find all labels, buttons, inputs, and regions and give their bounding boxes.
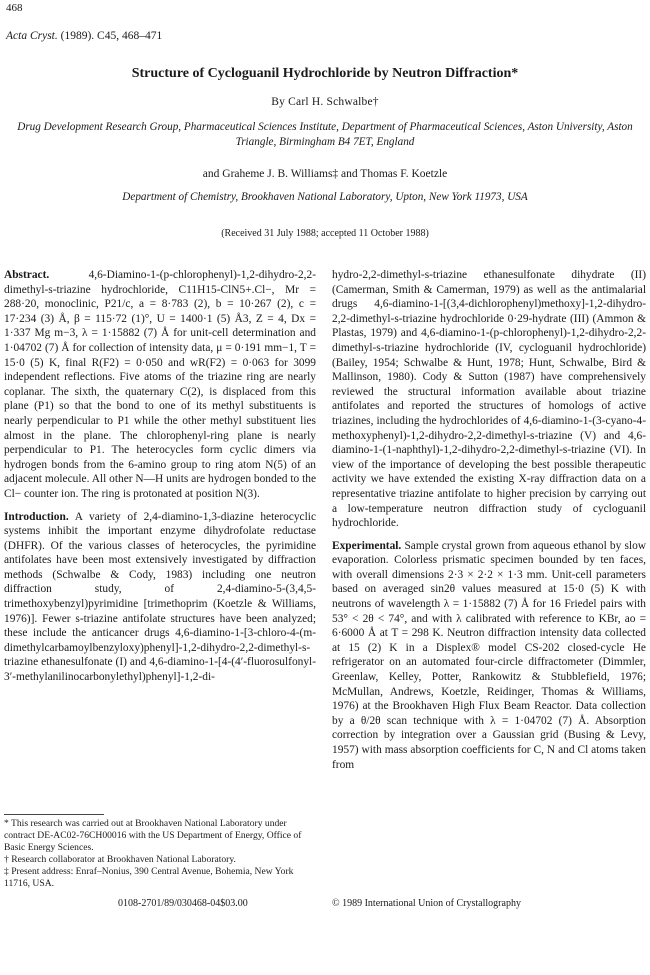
experimental-text: Sample crystal grown from aqueous ethanol by slow evaporation. Colorless prismatic specimen bounded by ten faces, with overall dimensions 2·3 × 2·2 × 1·3 mm. Unit-cell parameters based on averaged sin2θ values measured at 15·0 (5) K with neutrons of wavelength λ = 1·15882 (7) Å for 16 Friedel pairs with 53° < 2θ < 74°, and with λ calibrated with reference to KBr, ao = 6·6000 Å at T = 298 K. Neutron diffraction intensity data collected at 15 (2) K in a Displex® model CS-202 closed-cycle He refrigerator on an automated four-circle diffractometer (Dimmler, Greenlaw, Kelley, Potter, Rankowitz & Stubblefield, 1976; McMullan, Andrews, Koetzle, Reidinger, Thomas & Williams, 1976) at the Brookhaven High Flux Beam Reactor. Data collection by a θ/2θ scan technique with λ = 1·04702 (7) Å. Absorption correction by integration over a Gaussian grid (Busing & Levy, 1957) with mass absorption coefficients for C, N and Cl atoms taken from <box>332 539 646 771</box>
received-dates: (Received 31 July 1988; accepted 11 October 1988) <box>221 228 429 239</box>
citation <box>6 30 162 42</box>
citation-volume: C45, <box>97 30 120 42</box>
experimental-heading: Experimental. <box>332 539 402 552</box>
footnote-dagger: † Research collaborator at Brookhaven National Laboratory. <box>4 854 236 865</box>
page-number: 468 <box>6 2 23 14</box>
introduction-paragraph <box>4 510 316 685</box>
footnotes <box>4 818 316 890</box>
author-byline-2: and Graheme J. B. Williams‡ and Thomas F. Koetzle <box>202 168 448 180</box>
introduction-heading: Introduction. <box>4 510 69 523</box>
issn-line: 0108-2701/89/030468-04$03.00 <box>118 898 248 909</box>
abstract-text: 4,6-Diamino-1-(p-chlorophenyl)-1,2-dihydro-2,2-dimethyl-s-triazine hydrochloride, C11H15-ClN5+.Cl−, Mr = 288·20, monoclinic, P21/c, a = 8·783 (2), b = 10·267 (2), c = 17·234 (3) Å, β = 115·72 (1)°, U = 1400·1 (5) Å3, Z = 4, Dx = 1·337 Mg m−3, λ = 1·15882 (7) Å for unit-cell determination and 1·04702 (7) Å for collection of intensity data, μ = 0·191 mm−1, T = 15·0 (5) K, final R(F2) = 0·050 and wR(F2) = 0·063 for 3099 independent reflections. Five atoms of the triazine ring are nearly coplanar. The sixth, the quaternary C(2), is displaced from this plane (P1) so that the bond to one of its methyl substituents is nearly perpendicular to P1 while the other methyl substituent lies almost in the plane. The chlorophenyl-ring plane is nearly perpendicular to P1. The heterocycles form cyclic dimers via hydrogen bonds from the 6-amino group to ring atom N(5) of an adjacent molecule. All other N—H units are hydrogen bonded to the Cl− counter ion. The ring is protonated at position N(3). <box>4 269 316 500</box>
copyright-line: © 1989 International Union of Crystallography <box>332 898 521 909</box>
citation-pages: 468–471 <box>121 30 163 42</box>
abstract-heading: Abstract. <box>4 269 50 281</box>
footnote-funding: * This research was carried out at Brookhaven National Laboratory under contract DE-AC02-76CH00016 with the US Department of Energy, Office of Basic Energy Sciences. <box>4 818 302 853</box>
article-title: Structure of Cycloguanil Hydrochloride by Neutron Diffraction* <box>131 66 519 81</box>
abstract-paragraph <box>4 268 316 502</box>
footnote-rule <box>4 814 104 815</box>
citation-year: (1989). <box>60 30 95 42</box>
right-column <box>332 268 646 780</box>
introduction-text: A variety of 2,4-diamino-1,3-diazine heterocyclic systems inhibit the important enzyme dihydrofolate reductase (DHFR). Of the various classes of heterocycles, the pyrimidine antifolates have been most extensively investigated by diffraction methods (Schwalbe & Cody, 1983) including one neutron diffraction study, of 2,4-diamino-5-(3,4,5-trimethoxybenzyl)pyrimidine [trimethoprim (Koetzle & Williams, 1976)]. Fewer s-triazine antifolate structures have been analyzed; these include the anticancer drugs 4,6-diamino-1-[3-chloro-4-(m-dimethylcarbamoylbenzyloxy)phenyl]-1,2-dihydro-2,2-dimethyl-s-triazine ethanesulfonate (I) and 4,6-diamino-1-[4-(4′-fluorosulfonyl-3′-methylanilinocarbonylethyl)phenyl]-1,2-di- <box>4 510 317 684</box>
footnote-double-dagger: ‡ Present address: Enraf–Nonius, 390 Central Avenue, Bohemia, New York 11716, USA. <box>4 866 294 889</box>
citation-journal: Acta Cryst. <box>6 30 58 42</box>
left-column <box>4 268 316 693</box>
introduction-continuation: hydro-2,2-dimethyl-s-triazine ethanesulfonate dihydrate (II) (Camerman, Smith & Camerman, 1979) as well as the antimalarial drugs 4,6-diamino-1-[(3,4-dichlorophenyl)methoxy]-1,2-dihydro-2,2-dimethyl-s-triazine hydrochloride 0·29-hydrate (III) (Ammon & Plastas, 1979) and 4,6-diamino-1-(p-chlorophenyl)-1,2-dihydro-2,2-dimethyl-s-triazine hydrochloride (IV, cycloguanil hydrochloride) (Bailey, 1954; Schwalbe & Hunt, 1978; Hunt, Schwalbe, Bird & Mallinson, 1980). Cody & Sutton (1987) have comprehensively reviewed the structural information available about triazine antifolates and reported the structures of homologs of active triazines, including the hydrochlorides of 4,6-diamino-1-(3-cyano-4-methoxyphenyl)-1,2-dihydro-2,2-dimethyl-s-triazine (V) and 4,6-diamino-1-(1-naphthyl)-1,2-dihydro-2,2-dimethyl-s-triazine (VI). In view of the importance of developing the best possible therapeutic activity we have extended the existing X-ray diffraction data on a representative triazine antifolate to higher precision by carrying out a low-temperature neutron diffraction study of cycloguanil hydrochloride. <box>332 269 646 530</box>
affiliation-brookhaven: Department of Chemistry, Brookhaven National Laboratory, Upton, New York 11973, USA <box>122 191 528 203</box>
author-byline: By Carl H. Schwalbe† <box>271 96 379 108</box>
affiliation-aston: Drug Development Research Group, Pharmaceutical Sciences Institute, Department of Pharmaceutical Sciences, Aston University, Aston Triangle, Birmingham B4 7ET, England <box>17 121 633 148</box>
experimental-paragraph <box>332 539 646 773</box>
